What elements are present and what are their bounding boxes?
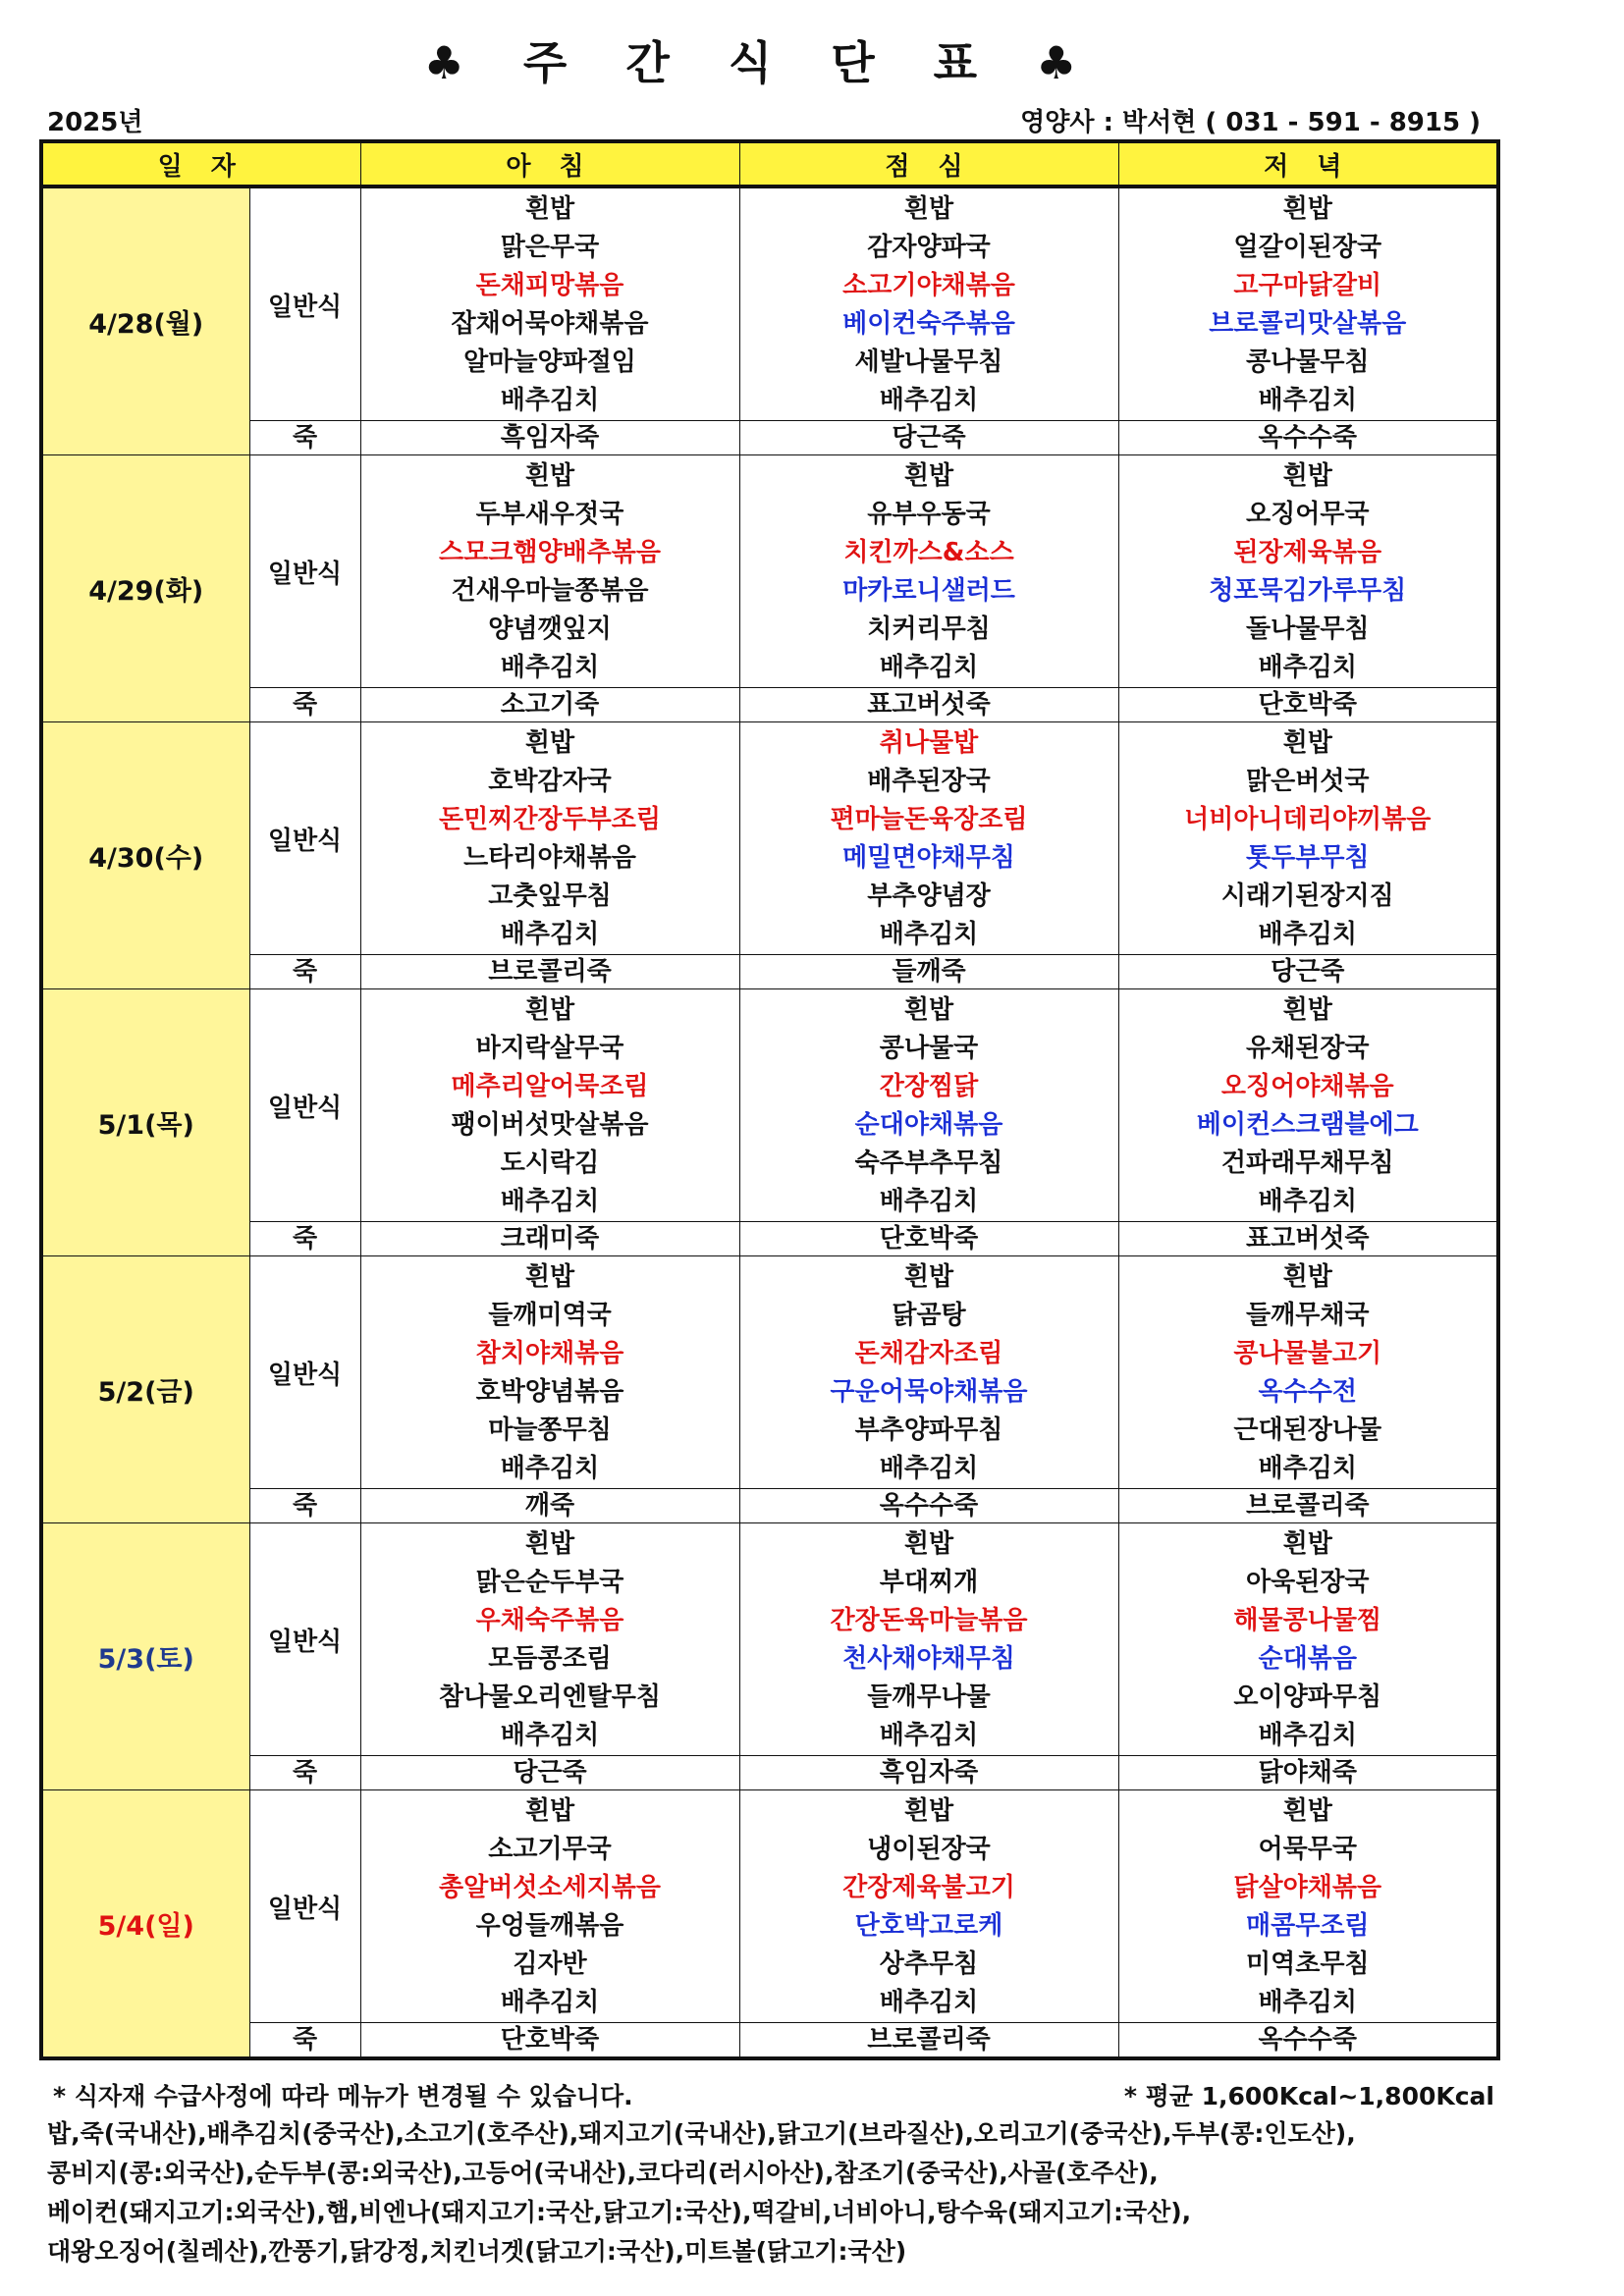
weekly-menu-table — [39, 139, 1500, 2060]
dinner-porridge: 표고버섯죽 — [1118, 1222, 1498, 1256]
menu-item: 너비아니데리야끼볶음 — [1184, 805, 1432, 834]
menu-item: 흰밥 — [524, 194, 575, 224]
menu-item: 배추김치 — [500, 1721, 600, 1750]
porridge-label: 죽 — [249, 2023, 360, 2059]
menu-item: 간장돈육마늘볶음 — [830, 1606, 1028, 1635]
menu-item: 흰밥 — [1282, 194, 1332, 224]
menu-item: 오징어야채볶음 — [1220, 1072, 1394, 1101]
header-row — [41, 141, 1498, 187]
day-date: 5/2(금) — [41, 1256, 249, 1523]
day-porridge-row — [41, 1489, 1498, 1523]
breakfast-porridge: 브로콜리죽 — [360, 955, 739, 989]
menu-item: 구운어묵야채볶음 — [830, 1377, 1028, 1407]
lunch-menu — [739, 722, 1118, 955]
menu-item: 흰밥 — [524, 461, 575, 491]
day-date: 4/28(월) — [41, 187, 249, 455]
lunch-porridge: 들깨죽 — [739, 955, 1118, 989]
origin-info — [47, 2114, 1510, 2271]
day-regular-row — [41, 1523, 1498, 1756]
breakfast-porridge: 단호박죽 — [360, 2023, 739, 2059]
menu-item: 두부새우젓국 — [475, 500, 624, 529]
menu-body — [41, 187, 1498, 2058]
calorie-note: * 평균 1,600Kcal~1,800Kcal — [1123, 2082, 1494, 2110]
lunch-menu — [739, 455, 1118, 688]
menu-item: 편마늘돈육장조림 — [830, 805, 1028, 834]
menu-item: 호박양념볶음 — [475, 1377, 624, 1407]
menu-item: 부추양념장 — [867, 881, 991, 911]
menu-item: 흰밥 — [1282, 461, 1332, 491]
day-regular-row — [41, 989, 1498, 1222]
menu-item: 오징어무국 — [1245, 500, 1370, 529]
menu-item: 마늘쫑무침 — [488, 1415, 612, 1445]
day-date: 5/1(목) — [41, 989, 249, 1256]
menu-item: 참나물오리엔탈무침 — [438, 1682, 662, 1712]
breakfast-porridge: 깨죽 — [360, 1489, 739, 1523]
menu-item: 배추김치 — [500, 1454, 600, 1483]
porridge-label: 죽 — [249, 1222, 360, 1256]
lunch-porridge: 옥수수죽 — [739, 1489, 1118, 1523]
lunch-menu — [739, 187, 1118, 421]
menu-item: 베이컨숙주볶음 — [842, 309, 1015, 339]
breakfast-menu — [360, 1523, 739, 1756]
menu-item: 느타리야채볶음 — [463, 843, 636, 873]
regular-meal-label: 일반식 — [249, 187, 360, 421]
menu-item: 닭곰탕 — [892, 1301, 966, 1330]
page-title: ♣ 주 간 식 단 표 ♣ — [423, 36, 1099, 89]
menu-item: 오이양파무침 — [1233, 1682, 1382, 1712]
menu-item: 배추김치 — [879, 1187, 979, 1216]
menu-item: 아욱된장국 — [1245, 1568, 1370, 1597]
menu-item: 시래기된장지짐 — [1220, 881, 1394, 911]
menu-item: 돈채피망볶음 — [475, 271, 624, 300]
dinner-menu — [1118, 989, 1498, 1222]
menu-item: 흰밥 — [903, 1796, 954, 1826]
menu-item: 배추김치 — [1258, 653, 1357, 682]
menu-item: 톳두부무침 — [1245, 843, 1370, 873]
porridge-label: 죽 — [249, 955, 360, 989]
menu-item: 흰밥 — [1282, 1796, 1332, 1826]
lunch-menu — [739, 1523, 1118, 1756]
day-date: 4/30(수) — [41, 722, 249, 989]
lunch-menu — [739, 1790, 1118, 2023]
menu-item: 된장제육볶음 — [1233, 538, 1382, 567]
menu-item: 흰밥 — [903, 194, 954, 224]
dinner-porridge: 옥수수죽 — [1118, 421, 1498, 455]
menu-item: 단호박고로케 — [854, 1911, 1003, 1941]
day-date: 5/3(토) — [41, 1523, 249, 1790]
menu-item: 어묵무국 — [1258, 1835, 1357, 1864]
day-date: 5/4(일) — [41, 1790, 249, 2059]
menu-item: 건새우마늘쫑볶음 — [451, 576, 649, 606]
menu-item: 천사채야채무침 — [842, 1644, 1015, 1674]
menu-item: 흰밥 — [1282, 1529, 1332, 1559]
notes-section — [47, 2077, 1510, 2271]
menu-item: 순대야채볶음 — [854, 1110, 1003, 1140]
lunch-porridge: 흑임자죽 — [739, 1756, 1118, 1790]
porridge-label: 죽 — [249, 688, 360, 722]
menu-item: 브로콜리맛살볶음 — [1209, 309, 1407, 339]
menu-item: 배추김치 — [879, 920, 979, 949]
menu-item: 건파래무채무침 — [1220, 1148, 1394, 1178]
lunch-porridge: 브로콜리죽 — [739, 2023, 1118, 2059]
breakfast-porridge: 당근죽 — [360, 1756, 739, 1790]
dinner-porridge: 단호박죽 — [1118, 688, 1498, 722]
menu-item: 돈민찌간장두부조림 — [438, 805, 662, 834]
menu-item: 콩나물무침 — [1245, 347, 1370, 377]
menu-item: 흰밥 — [524, 1262, 575, 1292]
menu-item: 맑은무국 — [500, 233, 600, 262]
menu-item: 돈채감자조림 — [854, 1339, 1003, 1368]
menu-item: 모듬콩조림 — [488, 1644, 612, 1674]
header-dinner: 저 녁 — [1118, 141, 1498, 187]
day-regular-row — [41, 722, 1498, 955]
dinner-menu — [1118, 722, 1498, 955]
menu-item: 취나물밥 — [879, 728, 979, 758]
dinner-menu — [1118, 1256, 1498, 1489]
dinner-porridge: 당근죽 — [1118, 955, 1498, 989]
breakfast-menu — [360, 187, 739, 421]
menu-item: 배추김치 — [879, 1454, 979, 1483]
day-porridge-row — [41, 2023, 1498, 2059]
menu-item: 매콤무조림 — [1245, 1911, 1370, 1941]
menu-item: 흰밥 — [903, 995, 954, 1025]
menu-item: 들깨미역국 — [488, 1301, 612, 1330]
menu-item: 배추김치 — [1258, 1187, 1357, 1216]
menu-item: 참치야채볶음 — [475, 1339, 624, 1368]
dinner-porridge: 옥수수죽 — [1118, 2023, 1498, 2059]
lunch-porridge: 단호박죽 — [739, 1222, 1118, 1256]
header-date: 일 자 — [41, 141, 360, 187]
menu-item: 양념깻잎지 — [488, 614, 612, 644]
menu-item: 고춧잎무침 — [488, 881, 612, 911]
breakfast-menu — [360, 989, 739, 1222]
menu-item: 배추김치 — [1258, 1721, 1357, 1750]
regular-meal-label: 일반식 — [249, 1256, 360, 1489]
breakfast-porridge: 소고기죽 — [360, 688, 739, 722]
day-date: 4/29(화) — [41, 455, 249, 722]
lunch-menu — [739, 1256, 1118, 1489]
origin-line: 콩비지(콩:외국산),순두부(콩:외국산),고등어(국내산),코다리(러시아산),참조기(중국산),사골(호주산), — [47, 2159, 1159, 2187]
menu-item: 세발나물무침 — [854, 347, 1003, 377]
menu-item: 냉이된장국 — [867, 1835, 991, 1864]
menu-item: 알마늘양파절임 — [463, 347, 636, 377]
menu-item: 흰밥 — [903, 461, 954, 491]
menu-item: 흰밥 — [524, 995, 575, 1025]
regular-meal-label: 일반식 — [249, 1523, 360, 1756]
menu-item: 유부우동국 — [867, 500, 991, 529]
regular-meal-label: 일반식 — [249, 989, 360, 1222]
regular-meal-label: 일반식 — [249, 455, 360, 688]
menu-item: 베이컨스크램블에그 — [1196, 1110, 1419, 1140]
menu-item: 도시락김 — [500, 1148, 600, 1178]
menu-item: 흰밥 — [903, 1529, 954, 1559]
breakfast-menu — [360, 1790, 739, 2023]
breakfast-porridge: 흑임자죽 — [360, 421, 739, 455]
menu-item: 메추리알어묵조림 — [451, 1072, 649, 1101]
menu-item: 잡채어묵야채볶음 — [451, 309, 649, 339]
menu-item: 메밀면야채무침 — [842, 843, 1015, 873]
menu-item: 유채된장국 — [1245, 1034, 1370, 1063]
day-porridge-row — [41, 421, 1498, 455]
lunch-porridge: 표고버섯죽 — [739, 688, 1118, 722]
day-porridge-row — [41, 955, 1498, 989]
menu-item: 배추김치 — [1258, 920, 1357, 949]
regular-meal-label: 일반식 — [249, 722, 360, 955]
porridge-label: 죽 — [249, 1489, 360, 1523]
origin-line: 밥,죽(국내산),배추김치(중국산),소고기(호주산),돼지고기(국내산),닭고기(브라질산),오리고기(중국산),두부(콩:인도산), — [47, 2119, 1356, 2148]
regular-meal-label: 일반식 — [249, 1790, 360, 2023]
menu-item: 배추김치 — [500, 920, 600, 949]
menu-item: 옥수수전 — [1258, 1377, 1357, 1407]
dinner-porridge: 브로콜리죽 — [1118, 1489, 1498, 1523]
menu-item: 배추김치 — [1258, 386, 1357, 415]
dinner-menu — [1118, 187, 1498, 421]
day-regular-row — [41, 1256, 1498, 1489]
menu-item: 흰밥 — [524, 1796, 575, 1826]
day-porridge-row — [41, 1222, 1498, 1256]
day-regular-row — [41, 1790, 1498, 2023]
menu-item: 해물콩나물찜 — [1233, 1606, 1382, 1635]
menu-item: 배추김치 — [879, 1988, 979, 2017]
menu-item: 맑은버섯국 — [1245, 767, 1370, 796]
porridge-label: 죽 — [249, 1756, 360, 1790]
menu-item: 배추김치 — [879, 1721, 979, 1750]
menu-item: 콩나물국 — [879, 1034, 979, 1063]
breakfast-menu — [360, 722, 739, 955]
dinner-menu — [1118, 1523, 1498, 1756]
menu-item: 얼갈이된장국 — [1233, 233, 1382, 262]
day-regular-row — [41, 455, 1498, 688]
breakfast-menu — [360, 1256, 739, 1489]
menu-item: 바지락살무국 — [475, 1034, 624, 1063]
menu-item: 흰밥 — [524, 728, 575, 758]
dinner-menu — [1118, 1790, 1498, 2023]
menu-item: 흰밥 — [524, 1529, 575, 1559]
menu-item: 팽이버섯맛살볶음 — [451, 1110, 649, 1140]
menu-item: 상추무침 — [879, 1949, 979, 1979]
breakfast-menu — [360, 455, 739, 688]
menu-item: 부추양파무침 — [854, 1415, 1003, 1445]
day-porridge-row — [41, 1756, 1498, 1790]
day-porridge-row — [41, 688, 1498, 722]
breakfast-porridge: 크래미죽 — [360, 1222, 739, 1256]
menu-item: 배추김치 — [879, 653, 979, 682]
menu-item: 배추김치 — [1258, 1988, 1357, 2017]
menu-item: 근대된장나물 — [1233, 1415, 1382, 1445]
origin-line: 베이컨(돼지고기:외국산),햄,비엔나(돼지고기:국산,닭고기:국산),떡갈비,너비아니,탕수육(돼지고기:국산), — [47, 2198, 1192, 2226]
menu-item: 마카로니샐러드 — [842, 576, 1015, 606]
menu-item: 총알버섯소세지볶음 — [438, 1873, 662, 1902]
menu-item: 배추김치 — [500, 1187, 600, 1216]
lunch-menu — [739, 989, 1118, 1222]
menu-item: 흰밥 — [903, 1262, 954, 1292]
menu-item: 흰밥 — [1282, 995, 1332, 1025]
menu-item: 우엉들깨볶음 — [475, 1911, 624, 1941]
menu-item: 배추김치 — [500, 386, 600, 415]
menu-item: 맑은순두부국 — [475, 1568, 624, 1597]
menu-item: 소고기야채볶음 — [842, 271, 1015, 300]
menu-item: 들깨무채국 — [1245, 1301, 1370, 1330]
menu-item: 미역초무침 — [1245, 1949, 1370, 1979]
menu-item: 배추김치 — [500, 653, 600, 682]
menu-item: 김자반 — [513, 1949, 587, 1979]
dietitian-contact: 영양사 : 박서현 ( 031 - 591 - 8915 ) — [1020, 108, 1481, 137]
menu-item: 배추김치 — [500, 1988, 600, 2017]
menu-item: 청포묵김가루무침 — [1209, 576, 1407, 606]
menu-item: 간장제육불고기 — [842, 1873, 1015, 1902]
porridge-label: 죽 — [249, 421, 360, 455]
menu-item: 치킨까스&소스 — [843, 538, 1014, 567]
menu-item: 흰밥 — [1282, 728, 1332, 758]
change-notice: * 식자재 수급사정에 따라 메뉴가 변경될 수 있습니다. — [53, 2082, 633, 2110]
menu-item: 소고기무국 — [488, 1835, 612, 1864]
day-regular-row — [41, 187, 1498, 421]
menu-item: 콩나물불고기 — [1233, 1339, 1382, 1368]
menu-item: 배추된장국 — [867, 767, 991, 796]
menu-item: 스모크햄양배추볶음 — [438, 538, 662, 567]
menu-item: 들깨무나물 — [867, 1682, 991, 1712]
menu-item: 배추김치 — [1258, 1454, 1357, 1483]
lunch-porridge: 당근죽 — [739, 421, 1118, 455]
menu-item: 배추김치 — [879, 386, 979, 415]
menu-item: 흰밥 — [1282, 1262, 1332, 1292]
dinner-porridge: 닭야채죽 — [1118, 1756, 1498, 1790]
menu-item: 돌나물무침 — [1245, 614, 1370, 644]
menu-item: 간장찜닭 — [879, 1072, 979, 1101]
menu-item: 고구마닭갈비 — [1233, 271, 1382, 300]
menu-item: 우채숙주볶음 — [475, 1606, 624, 1635]
origin-line: 대왕오징어(칠레산),깐풍기,닭강정,치킨너겟(닭고기:국산),미트볼(닭고기:국산) — [47, 2237, 907, 2266]
dinner-menu — [1118, 455, 1498, 688]
header-breakfast: 아 침 — [360, 141, 739, 187]
menu-item: 부대찌개 — [879, 1568, 979, 1597]
menu-item: 감자양파국 — [867, 233, 991, 262]
menu-item: 호박감자국 — [488, 767, 612, 796]
menu-item: 닭살야채볶음 — [1233, 1873, 1382, 1902]
menu-item: 순대볶음 — [1258, 1644, 1357, 1674]
year-label: 2025년 — [47, 108, 143, 137]
menu-item: 치커리무침 — [867, 614, 991, 644]
menu-item: 숙주부추무침 — [854, 1148, 1003, 1178]
header-lunch: 점 심 — [739, 141, 1118, 187]
